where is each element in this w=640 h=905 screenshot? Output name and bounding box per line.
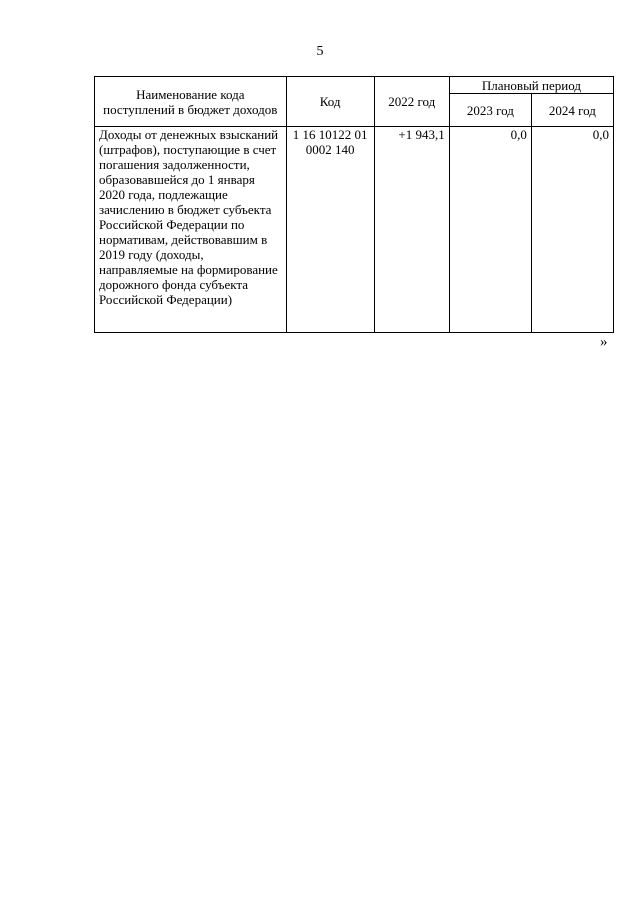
closing-quote: » <box>600 334 608 350</box>
cell-2024: 0,0 <box>531 127 613 333</box>
page-number: 5 <box>316 44 324 59</box>
header-name: Наименование кода поступлений в бюджет доходов <box>95 77 287 127</box>
cell-2023: 0,0 <box>449 127 531 333</box>
header-2023: 2023 год <box>449 94 531 127</box>
header-2024: 2024 год <box>531 94 613 127</box>
header-planned-period: Плановый период <box>449 77 613 94</box>
cell-name: Доходы от денежных взысканий (штрафов), поступающие в счет погашения задолженности, образовавшейся до 1 января 2020 года, подлежащие зачислению в бюджет субъекта Российской Федерации по нормативам, действовавшим в 2019 году (доходы, направляемые на формирование дорожного фонда субъекта Российской Федерации) <box>95 127 287 333</box>
table-header-row <box>95 77 614 94</box>
cell-2022: +1 943,1 <box>374 127 449 333</box>
budget-revenue-table <box>94 76 614 333</box>
table-row <box>95 127 614 333</box>
header-code: Код <box>286 77 374 127</box>
header-2022: 2022 год <box>374 77 449 127</box>
cell-code: 1 16 10122 01 0002 140 <box>286 127 374 333</box>
